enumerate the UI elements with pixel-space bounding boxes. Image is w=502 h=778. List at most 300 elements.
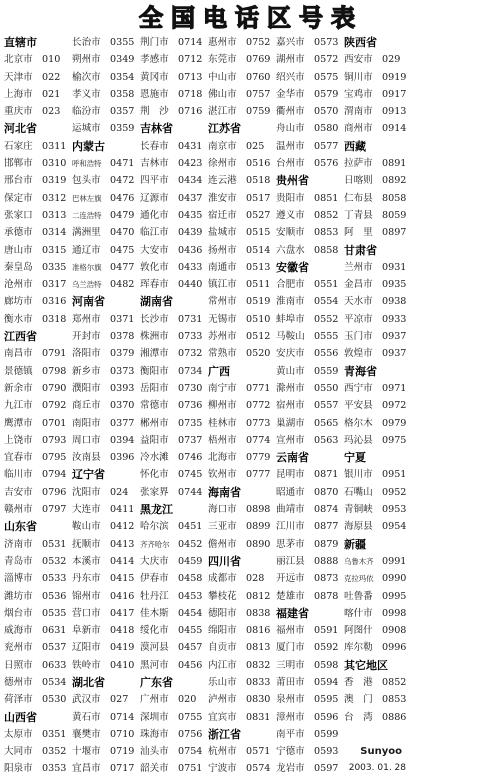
document-date: 2003. 01. 28	[348, 763, 406, 774]
province-heading: 内蒙古	[72, 139, 105, 153]
list-item	[276, 224, 344, 241]
city-name: 济南市	[4, 538, 33, 550]
area-code: 0563	[314, 434, 339, 446]
city-name: 齐齐哈尔	[140, 539, 170, 549]
area-code: 0555	[314, 331, 339, 343]
list-item	[140, 207, 208, 224]
list-item	[140, 415, 208, 432]
city-name: 汕头市	[140, 746, 169, 758]
list-item	[344, 570, 412, 587]
area-code: 022	[42, 71, 61, 83]
province-heading: 其它地区	[344, 658, 388, 672]
list-item	[140, 363, 208, 380]
list-item	[344, 709, 412, 726]
city-name: 珠海市	[140, 728, 169, 740]
city-name: 鹰潭市	[4, 417, 33, 429]
city-name: 南平市	[276, 728, 305, 740]
table-column	[72, 34, 140, 778]
area-code: 0556	[314, 348, 339, 360]
city-name: 张家界	[140, 486, 169, 498]
city-name: 平凉市	[344, 313, 373, 325]
area-code: 0995	[382, 590, 407, 602]
list-item	[344, 553, 412, 570]
list-item	[276, 484, 344, 501]
list-item	[208, 760, 276, 777]
area-code: 0471	[110, 158, 135, 170]
area-code: 0719	[110, 746, 135, 758]
city-name: 包头市	[72, 175, 101, 187]
list-item	[4, 674, 72, 691]
area-code: 0596	[314, 711, 339, 723]
city-name: 漳州市	[276, 711, 305, 723]
list-item	[4, 207, 72, 224]
list-item	[276, 639, 344, 656]
city-name: 杭州市	[208, 746, 237, 758]
area-code: 0379	[110, 348, 135, 360]
list-item	[208, 588, 276, 605]
list-item	[276, 553, 344, 570]
list-item	[276, 380, 344, 397]
city-name: 承德市	[4, 227, 33, 239]
city-name: 日照市	[4, 659, 33, 671]
city-name: 玉门市	[344, 331, 373, 343]
area-code: 0477	[110, 261, 135, 273]
city-name: 廊坊市	[4, 296, 33, 308]
list-item	[208, 345, 276, 362]
list-item	[140, 311, 208, 328]
city-name: 商丘市	[72, 400, 101, 412]
city-name: 开远市	[276, 573, 305, 585]
area-code: 0886	[382, 711, 407, 723]
city-name: 南阳市	[72, 417, 101, 429]
area-code: 0551	[314, 279, 339, 291]
list-item	[276, 415, 344, 432]
area-code: 0897	[382, 227, 407, 239]
list-item	[140, 345, 208, 362]
list-item	[4, 484, 72, 501]
city-name: 郴州市	[140, 417, 169, 429]
province-heading: 青海省	[344, 364, 377, 378]
list-item	[276, 570, 344, 587]
province-heading: 浙江省	[208, 727, 241, 741]
area-code: 0717	[110, 763, 135, 775]
area-code: 0752	[246, 37, 271, 48]
area-code: 0393	[110, 382, 135, 394]
list-item	[208, 449, 276, 466]
list-item	[208, 190, 276, 207]
city-name: 孝义市	[72, 88, 101, 100]
area-code: 0314	[42, 227, 67, 239]
area-code: 0436	[178, 244, 203, 256]
area-code: 0777	[246, 469, 271, 481]
city-name: 郑州市	[72, 313, 101, 325]
city-name: 青铜峡	[344, 504, 373, 516]
list-item	[72, 172, 140, 189]
area-code: 0557	[314, 400, 339, 412]
area-code: 0631	[42, 625, 67, 637]
list-item	[208, 657, 276, 674]
area-code: 0565	[314, 417, 339, 429]
city-name: 钦州市	[208, 469, 237, 481]
area-code: 0736	[178, 400, 203, 412]
area-code: 0534	[42, 676, 67, 688]
area-code: 021	[42, 88, 61, 100]
list-item	[208, 501, 276, 518]
list-item	[72, 726, 140, 743]
list-item	[140, 328, 208, 345]
list-item	[140, 726, 208, 743]
city-name: 怀化市	[140, 469, 169, 481]
list-item	[344, 276, 412, 293]
area-code: 0858	[314, 244, 339, 256]
city-name: 二连浩特	[72, 210, 102, 220]
city-name: 孝感市	[140, 54, 169, 66]
city-name: 敦煌市	[344, 348, 373, 360]
area-code: 0512	[246, 331, 271, 343]
list-item	[140, 51, 208, 68]
city-name: 天水市	[344, 296, 373, 308]
city-name: 南通市	[208, 261, 237, 273]
city-name: 连云港	[208, 175, 237, 187]
area-code: 0931	[382, 261, 407, 273]
list-item	[208, 155, 276, 172]
city-name: 舟山市	[276, 123, 305, 135]
area-code: 0816	[246, 625, 271, 637]
list-item	[208, 415, 276, 432]
area-code: 0917	[382, 88, 407, 100]
city-name: 玛沁县	[344, 434, 373, 446]
city-name: 荆 沙	[140, 106, 169, 118]
area-code: 0311	[42, 140, 67, 152]
area-code: 0354	[110, 71, 135, 83]
city-name: 邯郸市	[4, 158, 33, 170]
area-code: 0913	[382, 106, 407, 118]
city-name: 运城市	[72, 123, 101, 135]
list-item	[208, 172, 276, 189]
list-item	[72, 553, 140, 570]
city-name: 安顺市	[276, 227, 305, 239]
area-code: 0755	[178, 711, 203, 723]
city-name: 大庆市	[140, 555, 169, 567]
area-code: 0513	[246, 261, 271, 273]
list-item	[72, 276, 140, 293]
area-code: 0794	[42, 469, 67, 481]
list-item	[72, 518, 140, 535]
list-item	[4, 622, 72, 639]
list-item	[4, 190, 72, 207]
city-name: 佳木斯	[140, 607, 169, 619]
area-code: 0359	[110, 123, 135, 135]
list-item	[344, 155, 412, 172]
city-name: 韶关市	[140, 763, 169, 775]
city-name: 新乡市	[72, 365, 101, 377]
area-code: 0511	[246, 279, 271, 291]
list-item	[72, 743, 140, 760]
list-item	[4, 380, 72, 397]
city-name: 合肥市	[276, 279, 305, 291]
list-item	[208, 674, 276, 691]
list-item	[140, 553, 208, 570]
list-item	[72, 345, 140, 362]
area-code: 0413	[110, 538, 135, 550]
list-item	[208, 639, 276, 656]
list-item	[208, 224, 276, 241]
city-name: 漠河县	[140, 642, 169, 654]
area-code: 0798	[42, 365, 67, 377]
list-item	[140, 570, 208, 587]
city-name: 吐鲁番	[344, 590, 373, 602]
city-name: 宿迁市	[208, 209, 237, 221]
area-code: 0574	[246, 763, 271, 775]
city-name: 衡阳市	[140, 365, 169, 377]
area-code: 0482	[110, 279, 135, 291]
city-name: 天津市	[4, 71, 33, 83]
city-name: 绥化市	[140, 625, 169, 637]
city-name: 攀枝花	[208, 590, 237, 602]
list-item	[344, 518, 412, 535]
province-heading: 云南省	[276, 451, 309, 465]
list-item	[208, 259, 276, 276]
area-code: 0440	[178, 279, 203, 291]
list-item	[140, 484, 208, 501]
city-name: 衡水市	[4, 313, 33, 325]
area-code: 0831	[246, 711, 271, 723]
city-name: 湛江市	[208, 106, 237, 118]
area-code: 0516	[246, 158, 271, 170]
city-name: 宁波市	[208, 763, 237, 775]
city-name: 阳泉市	[4, 763, 33, 775]
city-name: 北京市	[4, 54, 33, 66]
city-name: 莆田市	[276, 676, 305, 688]
list-item	[140, 622, 208, 639]
area-code: 0595	[314, 694, 339, 706]
city-name: 朔州市	[72, 54, 101, 66]
list-item	[276, 726, 344, 743]
city-name: 珲春市	[140, 279, 169, 291]
area-code: 028	[246, 573, 265, 585]
city-name: 海口市	[208, 504, 237, 516]
city-name: 格尔木	[344, 417, 373, 429]
list-item	[208, 622, 276, 639]
city-name: 本溪市	[72, 555, 101, 567]
city-name: 平安县	[344, 400, 373, 412]
list-item	[140, 190, 208, 207]
area-code: 0935	[382, 279, 407, 291]
city-name: 绵阳市	[208, 625, 237, 637]
area-code: 0730	[178, 382, 203, 394]
list-item	[72, 570, 140, 587]
list-item	[344, 674, 412, 691]
list-item	[140, 103, 208, 120]
list-item	[276, 363, 344, 380]
province-heading: 贵州省	[276, 174, 309, 188]
city-name: 丁青县	[344, 209, 373, 221]
list-item	[4, 259, 72, 276]
area-code: 020	[178, 694, 197, 706]
area-code: 0573	[314, 37, 339, 48]
area-code: 0791	[42, 348, 67, 360]
list-item	[72, 190, 140, 207]
city-name: 恩施市	[140, 88, 169, 100]
list-item	[4, 726, 72, 743]
list-item	[140, 743, 208, 760]
province-heading: 四川省	[208, 554, 241, 568]
city-name: 马鞍山	[276, 331, 305, 343]
area-code: 024	[110, 486, 129, 498]
area-code: 023	[42, 106, 61, 118]
list-item	[140, 432, 208, 449]
area-code: 0437	[178, 192, 203, 204]
area-code: 0533	[42, 573, 67, 585]
list-item	[72, 224, 140, 241]
city-name: 楚雄市	[276, 590, 305, 602]
city-name: 荆门市	[140, 37, 169, 48]
area-code: 0769	[246, 54, 271, 66]
list-item	[72, 259, 140, 276]
area-code: 0871	[314, 469, 339, 481]
area-code: 0735	[178, 417, 203, 429]
city-name: 抚顺市	[72, 538, 101, 550]
area-code: 0731	[178, 313, 203, 325]
city-name: 汝南县	[72, 452, 101, 464]
city-name: 柳州市	[208, 400, 237, 412]
list-item	[344, 605, 412, 622]
city-name: 自贡市	[208, 642, 237, 654]
area-code: 0591	[314, 625, 339, 637]
area-code: 0349	[110, 54, 135, 66]
list-item	[276, 51, 344, 68]
list-item	[276, 86, 344, 103]
list-item	[344, 501, 412, 518]
city-name: 营口市	[72, 607, 101, 619]
province-heading: 广东省	[140, 675, 173, 689]
area-code: 0793	[42, 434, 67, 446]
list-item	[140, 518, 208, 535]
list-item	[4, 138, 72, 155]
list-item	[72, 155, 140, 172]
city-name: 淮安市	[208, 192, 237, 204]
city-name: 台 湾	[344, 711, 373, 723]
area-code: 0737	[178, 434, 203, 446]
city-name: 赣州市	[4, 504, 33, 516]
list-item	[4, 103, 72, 120]
list-item	[276, 103, 344, 120]
list-item	[208, 34, 276, 51]
list-item	[72, 207, 140, 224]
area-code: 0550	[314, 382, 339, 394]
area-code: 0756	[178, 728, 203, 740]
list-item	[140, 605, 208, 622]
list-item	[344, 691, 412, 708]
area-code: 0371	[110, 313, 135, 325]
area-code: 0514	[246, 244, 271, 256]
area-code: 0518	[246, 175, 271, 187]
city-name: 大安市	[140, 244, 169, 256]
city-name: 淄博市	[4, 573, 33, 585]
area-code: 0423	[178, 158, 203, 170]
list-item	[344, 345, 412, 362]
list-item	[140, 536, 208, 553]
list-item	[4, 363, 72, 380]
city-name: 阿图什	[344, 625, 373, 637]
list-item	[4, 172, 72, 189]
area-code: 0852	[314, 209, 339, 221]
city-name: 江川市	[276, 521, 305, 533]
city-name: 三亚市	[208, 521, 237, 533]
city-name: 长治市	[72, 37, 101, 48]
list-item	[140, 466, 208, 483]
list-item	[344, 639, 412, 656]
area-code: 0771	[246, 382, 271, 394]
area-code: 0452	[178, 538, 203, 550]
list-item	[276, 760, 344, 777]
city-name: 海原县	[344, 521, 373, 533]
city-name: 福州市	[276, 625, 305, 637]
city-name: 日喀则	[344, 175, 373, 187]
list-item	[344, 172, 412, 189]
area-code: 0317	[42, 279, 67, 291]
city-name: 德州市	[4, 676, 33, 688]
area-code: 0479	[110, 209, 135, 221]
list-item	[344, 622, 412, 639]
area-code: 0718	[178, 88, 203, 100]
list-item	[208, 466, 276, 483]
province-heading: 广西	[208, 364, 230, 378]
list-item	[140, 380, 208, 397]
city-name: 周口市	[72, 434, 101, 446]
list-item	[276, 345, 344, 362]
spacer	[344, 726, 412, 743]
province-heading: 河北省	[4, 122, 37, 136]
area-code: 0370	[110, 400, 135, 412]
list-item	[4, 466, 72, 483]
city-name: 淮南市	[276, 296, 305, 308]
area-code: 0536	[42, 590, 67, 602]
list-item	[344, 311, 412, 328]
city-name: 梧州市	[208, 434, 237, 446]
list-item	[140, 86, 208, 103]
list-item	[72, 432, 140, 449]
city-name: 大连市	[72, 504, 101, 516]
list-item	[208, 103, 276, 120]
list-item	[140, 760, 208, 777]
list-item	[72, 397, 140, 414]
area-code: 0598	[314, 659, 339, 671]
list-item	[140, 138, 208, 155]
list-item	[72, 484, 140, 501]
area-code-table	[4, 34, 498, 778]
list-item	[4, 449, 72, 466]
area-code: 0419	[110, 642, 135, 654]
city-name: 辽阳市	[72, 642, 101, 654]
city-name: 武汉市	[72, 694, 101, 706]
area-code: 0853	[314, 227, 339, 239]
province-heading: 江西省	[4, 330, 37, 344]
city-name: 益阳市	[140, 434, 169, 446]
province-heading: 直辖市	[4, 36, 37, 49]
list-item	[208, 518, 276, 535]
province-heading: 福建省	[276, 606, 309, 620]
area-code: 0576	[314, 158, 339, 170]
list-item	[72, 501, 140, 518]
area-code: 0899	[246, 521, 271, 533]
area-code: 0891	[382, 158, 407, 170]
city-name: 呼和浩特	[72, 159, 102, 169]
city-name: 巴林左旗	[72, 193, 102, 203]
area-code: 0772	[246, 400, 271, 412]
list-item	[208, 328, 276, 345]
area-code: 0790	[42, 382, 67, 394]
